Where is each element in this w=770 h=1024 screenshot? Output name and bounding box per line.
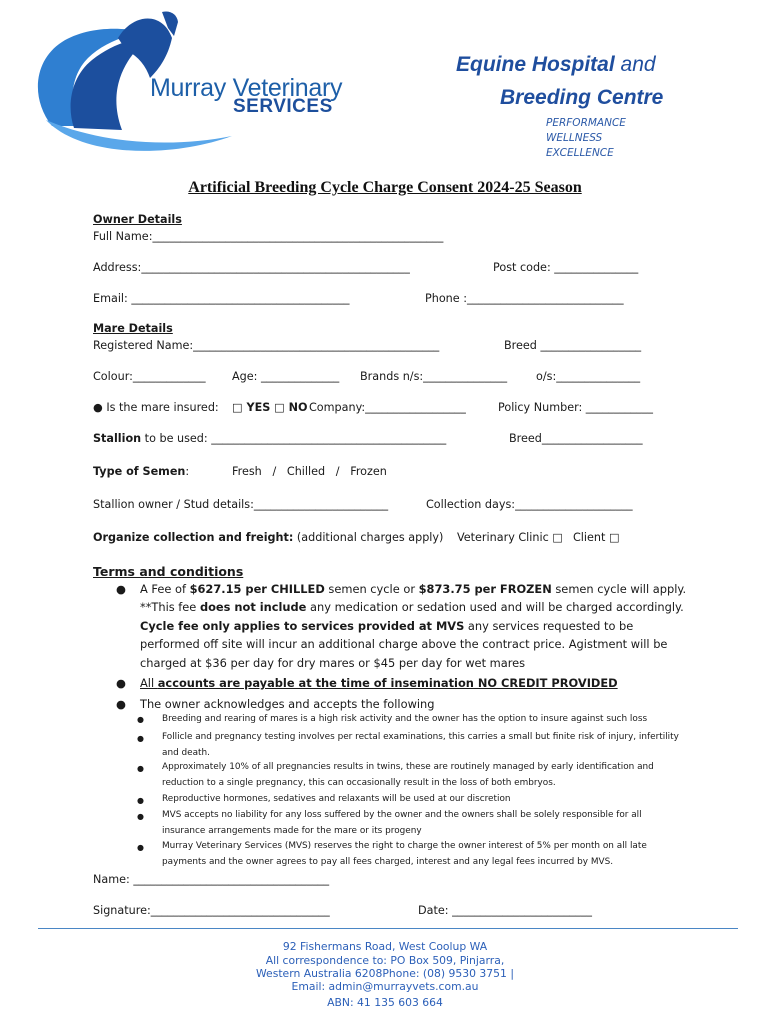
registered-name-field[interactable]: Registered Name:____________________________________________ [93,339,443,352]
sub-bullet: ● [137,843,144,852]
sub-item-testing: Follicle and pregnancy testing involves per rectal examinations, this carries a small but finite risk of injury, infertility and death. [162,732,679,758]
sub-item-risk: Breeding and rearing of mares is a high risk activity and the owner has the option to insure against such loss [162,714,648,724]
insured-question: ● Is the mare insured: [93,401,219,414]
brands-os-field[interactable]: o/s:_______________ [536,370,641,383]
veterinary-clinic-checkbox[interactable]: Veterinary Clinic □ [457,531,563,544]
sub-bullet: ● [137,764,144,773]
terms-fee-item: A Fee of $627.15 per CHILLED semen cycle or $873.75 per FROZEN semen cycle will apply. **This fee does not include any medication or sedation used and will be charged accordingly. Cycle fee only applies to services provided at MVS any services requested to be performed off site will incur an additional charge above the contract price. Agistment will be charged at $36 per day for dry mares or $45 per day for wet mares [140,582,687,670]
terms-payable-item: All accounts are payable at the time of insemination NO CREDIT PROVIDED [140,676,618,690]
phone-field[interactable]: Phone :____________________________ [425,292,624,305]
footer-po-box: All correspondence to: PO Box 509, Pinjarra, [265,954,505,967]
tag-performance: PERFORMANCE [546,117,626,129]
post-code-field[interactable]: Post code: _______________ [493,261,639,274]
sub-item-liability: MVS accepts no liability for any loss suffered by the owner and the owners shall be solely responsible for all insurance arrangements made for the mare or its progeny [162,810,642,836]
sub-item-interest: Murray Veterinary Services (MVS) reserves the right to charge the owner interest of 5% per month on all late payments and the owner agrees to pay all fees charged, interest and any legal fees incurred by MVS. [162,841,647,867]
mare-details-heading: Mare Details [93,322,173,335]
logo-services: SERVICES [233,96,333,117]
age-field[interactable]: Age: ______________ [232,370,340,383]
tag-excellence: EXCELLENCE [546,147,614,159]
stallion-field[interactable]: Stallion to be used: __________________________________________ [93,432,450,445]
organize-collection-label: Organize collection and freight: (additional charges apply) [93,531,444,544]
breed-field[interactable]: Breed __________________ [504,339,642,352]
address-field[interactable]: Address:________________________________________________ [93,261,414,274]
sub-bullet: ● [137,734,144,743]
client-checkbox[interactable]: Client □ [573,531,620,544]
sign-name-field[interactable]: Name: ___________________________________ [93,873,330,886]
sub-bullet: ● [137,796,144,805]
sub-item-twins: Approximately 10% of all pregnancies results in twins, these are routinely managed by early identification and reduction to a single pregnancy, this can occasionally result in the loss of both embryos. [162,762,654,788]
tag-wellness: WELLNESS [546,132,603,144]
brands-ns-field[interactable]: Brands n/s:_______________ [360,370,508,383]
stallion-breed-field[interactable]: Breed__________________ [509,432,643,445]
hospital-title: Equine Hospital and [456,53,656,76]
stud-details-field[interactable]: Stallion owner / Stud details:________________________ [93,498,392,511]
footer-email[interactable]: Email: admin@murrayvets.com.au [291,980,479,993]
email-field[interactable]: Email: _______________________________________ [93,292,350,305]
breeding-centre-title: Breeding Centre [500,86,664,109]
colour-field[interactable]: Colour:_____________ [93,370,206,383]
footer-address: 92 Fishermans Road, West Coolup WA [282,940,488,953]
signature-field[interactable]: Signature:________________________________ [93,904,330,917]
collection-days-field[interactable]: Collection days:_____________________ [426,498,633,511]
logo-name: Murray Veterinary [150,74,343,102]
insurance-company-field[interactable]: Company:__________________ [309,401,466,414]
footer-state-phone: Western Australia 6208Phone: (08) 9530 3751 | [256,967,514,980]
sub-bullet: ● [137,715,144,724]
sub-item-hormones: Reproductive hormones, sedatives and relaxants will be used at our discretion [162,794,511,804]
full-name-field[interactable]: Full Name:____________________________________________________ [93,230,444,243]
terms-acknowledge-item: The owner acknowledges and accepts the following [140,697,435,711]
bullet: ● [116,697,126,711]
semen-type-options[interactable]: Fresh / Chilled / Frozen [232,465,387,478]
bullet: ● [116,582,126,596]
owner-details-heading: Owner Details [93,213,182,226]
policy-number-field[interactable]: Policy Number: ____________ [498,401,653,414]
insured-yes-no-checkboxes[interactable]: □ YES □ NO [232,401,308,414]
sub-bullet: ● [137,812,144,821]
terms-heading: Terms and conditions [93,564,244,579]
bullet: ● [116,676,126,690]
date-field[interactable]: Date: _________________________ [418,904,592,917]
footer-divider [38,928,738,929]
form-title: Artificial Breeding Cycle Charge Consent 2024-25 Season [188,179,582,196]
footer-abn: ABN: 41 135 603 664 [327,996,443,1009]
semen-type-label: Type of Semen: [93,465,190,478]
